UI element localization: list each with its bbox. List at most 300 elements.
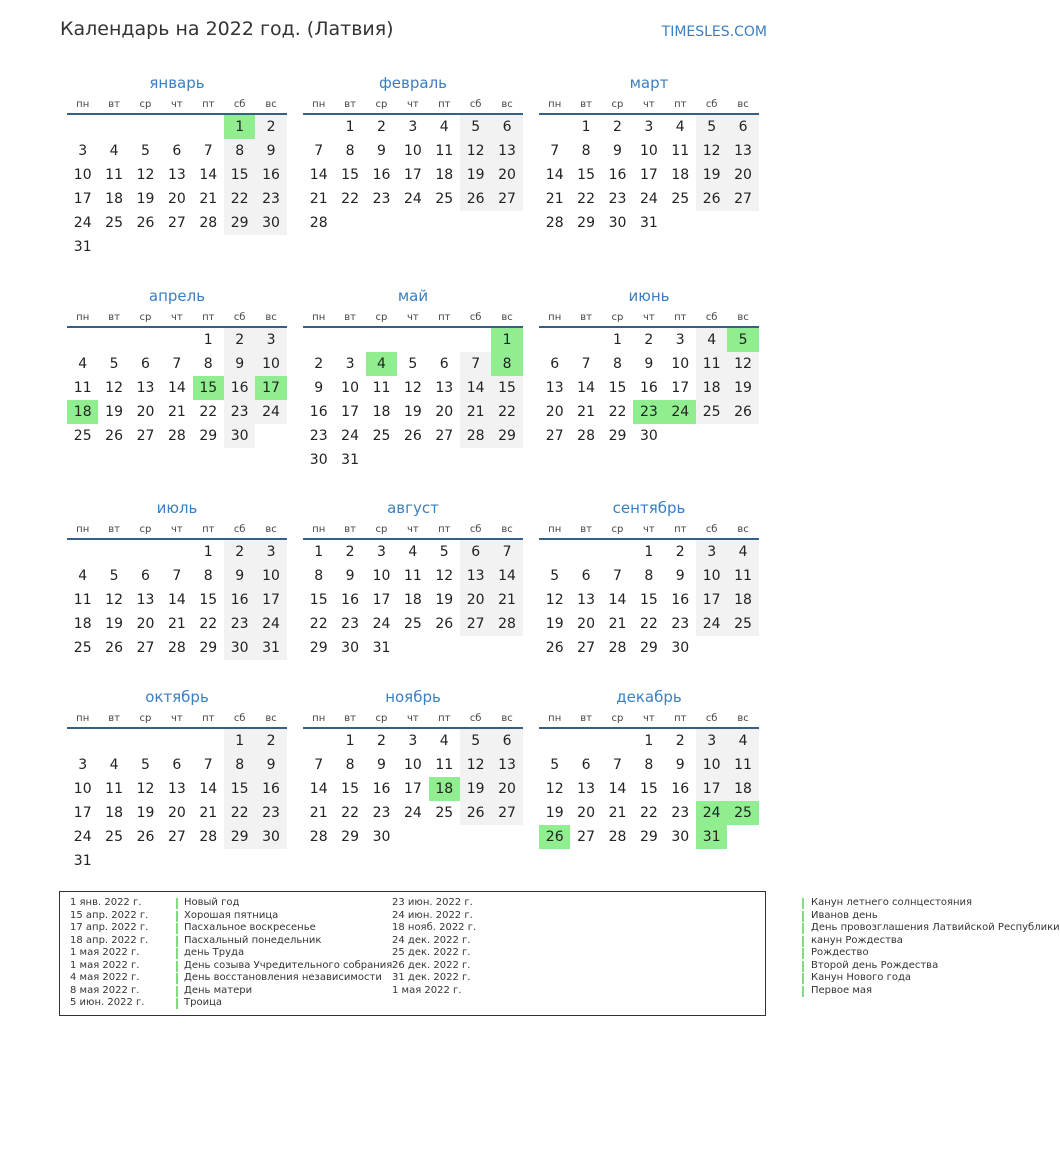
month-11 — [303, 686, 523, 849]
day-cell: 16 — [224, 588, 255, 612]
weekday-header — [67, 96, 287, 113]
legend-date: 1 мая 2022 г. — [70, 959, 140, 971]
day-cell: 6 — [491, 729, 522, 753]
day-cell: 1 — [224, 729, 255, 753]
legend-holiday-name: День провозглашения Латвийской Республики — [811, 922, 1060, 933]
empty-cell — [303, 115, 334, 139]
day-cell: 22 — [639, 616, 658, 632]
day-cell: 11 — [435, 143, 454, 159]
holiday-day: 18 — [429, 777, 460, 801]
day-cell: 2 — [224, 328, 255, 352]
weekday-label: пт — [674, 713, 687, 724]
day-cell: 22 — [608, 404, 627, 420]
day-cell: 17 — [255, 588, 286, 612]
empty-cell — [130, 729, 161, 753]
empty-cell — [539, 729, 570, 753]
day-cell: 13 — [491, 139, 522, 163]
day-cell: 10 — [341, 380, 359, 396]
day-cell: 9 — [224, 352, 255, 376]
day-cell: 29 — [199, 640, 218, 656]
empty-cell — [539, 115, 570, 139]
day-cell: 30 — [341, 640, 359, 656]
weekday-label: вс — [265, 713, 277, 724]
day-cell: 7 — [172, 356, 182, 372]
day-cell: 7 — [203, 757, 213, 773]
day-cell: 11 — [73, 380, 92, 396]
day-cell: 8 — [203, 356, 213, 372]
day-cell: 20 — [491, 163, 522, 187]
weekday-label: пн — [76, 524, 90, 535]
day-cell: 9 — [613, 143, 622, 159]
weekday-label: ср — [139, 713, 152, 724]
weekday-label: сб — [705, 713, 718, 724]
legend-holiday-name: Первое мая — [811, 984, 873, 996]
day-cell: 3 — [255, 540, 286, 564]
day-cell: 16 — [341, 592, 359, 608]
day-cell: 21 — [199, 191, 218, 207]
empty-cell — [161, 729, 192, 753]
day-cell: 24 — [696, 612, 727, 636]
day-cell: 17 — [372, 592, 391, 608]
weekday-label: сб — [233, 312, 246, 323]
day-cell: 29 — [224, 825, 255, 849]
legend-holiday-name: День матери — [184, 984, 253, 996]
empty-cell — [602, 540, 633, 564]
day-cell: 6 — [727, 115, 758, 139]
legend-holiday-name: день Труда — [184, 947, 245, 958]
day-cell: 21 — [460, 400, 491, 424]
day-cell: 2 — [377, 733, 386, 749]
empty-cell — [130, 328, 161, 352]
legend-date: 1 мая 2022 г. — [392, 984, 462, 996]
weekday-label: пн — [548, 99, 562, 110]
day-cell: 17 — [696, 588, 727, 612]
month-name: декабрь — [616, 688, 682, 706]
day-cell: 6 — [172, 757, 182, 773]
weekday-label: пн — [312, 99, 326, 110]
day-cell: 11 — [73, 592, 92, 608]
day-cell: 8 — [644, 568, 654, 584]
day-cell: 22 — [309, 616, 328, 632]
weekday-label: вт — [580, 99, 592, 110]
day-cell: 16 — [671, 592, 690, 608]
day-cell: 10 — [696, 753, 727, 777]
day-cell: 7 — [314, 143, 324, 159]
holiday-day: 24 — [696, 801, 727, 825]
day-cell: 3 — [696, 540, 727, 564]
weekday-label: вс — [501, 99, 513, 110]
month-10 — [67, 686, 287, 873]
day-cell: 24 — [255, 612, 286, 636]
day-cell: 30 — [255, 211, 286, 235]
day-cell: 26 — [403, 428, 422, 444]
day-cell: 22 — [224, 801, 255, 825]
day-cell: 16 — [372, 781, 391, 797]
day-cell: 3 — [345, 356, 355, 372]
legend-date: 1 янв. 2022 г. — [70, 897, 142, 908]
day-cell: 13 — [167, 167, 186, 183]
month-name: январь — [149, 74, 205, 92]
day-cell: 18 — [671, 167, 690, 183]
day-cell: 22 — [199, 616, 218, 632]
day-cell: 16 — [255, 777, 286, 801]
day-cell: 20 — [545, 404, 564, 420]
day-cell: 16 — [608, 167, 627, 183]
day-cell: 7 — [460, 352, 491, 376]
weekday-label: пт — [438, 99, 451, 110]
day-cell: 9 — [224, 564, 255, 588]
holiday-day: 24 — [665, 400, 696, 424]
day-cell: 24 — [255, 400, 286, 424]
weekday-label: пт — [202, 713, 215, 724]
day-cell: 30 — [224, 424, 255, 448]
day-cell: 24 — [73, 829, 92, 845]
day-cell: 7 — [613, 568, 622, 584]
legend-marker — [802, 973, 804, 984]
holiday-legend — [59, 891, 1060, 1016]
empty-cell — [570, 729, 601, 753]
legend-date: 4 мая 2022 г. — [70, 972, 140, 983]
weekday-header — [67, 309, 287, 326]
legend-holiday-name: Пасхальное воскресенье — [184, 922, 316, 933]
day-cell: 23 — [255, 801, 286, 825]
empty-cell — [429, 328, 460, 352]
day-cell: 27 — [727, 187, 758, 211]
day-cell: 30 — [224, 636, 255, 660]
day-cell: 13 — [545, 380, 564, 396]
weekday-label: сб — [469, 713, 482, 724]
day-cell: 1 — [644, 544, 654, 560]
day-cell: 7 — [581, 356, 591, 372]
day-cell: 25 — [403, 616, 422, 632]
empty-cell — [67, 729, 98, 753]
day-cell: 26 — [696, 187, 727, 211]
legend-date: 25 дек. 2022 г. — [392, 947, 471, 958]
day-cell: 7 — [550, 143, 560, 159]
day-cell: 5 — [460, 729, 491, 753]
day-cell: 15 — [309, 592, 328, 608]
day-cell: 24 — [403, 191, 422, 207]
day-cell: 2 — [255, 729, 286, 753]
day-cell: 11 — [105, 781, 123, 797]
day-cell: 21 — [608, 616, 627, 632]
day-cell: 6 — [550, 356, 560, 372]
day-cell: 7 — [613, 757, 622, 773]
month-name: сентябрь — [612, 499, 686, 517]
day-cell: 30 — [671, 640, 690, 656]
day-cell: 4 — [439, 733, 449, 749]
weekday-label: пн — [548, 713, 562, 724]
empty-cell — [303, 729, 334, 753]
legend-marker — [176, 923, 178, 934]
day-cell: 13 — [460, 564, 491, 588]
day-grid — [539, 540, 759, 660]
day-cell: 8 — [581, 143, 591, 159]
day-cell: 30 — [639, 428, 658, 444]
month-name: март — [629, 74, 669, 92]
day-cell: 17 — [403, 781, 422, 797]
weekday-label: вт — [108, 312, 120, 323]
day-cell: 8 — [224, 753, 255, 777]
day-cell: 21 — [199, 805, 218, 821]
day-cell: 28 — [309, 829, 328, 845]
day-cell: 9 — [377, 757, 386, 773]
day-cell: 2 — [255, 115, 286, 139]
day-cell: 14 — [167, 592, 186, 608]
day-cell: 26 — [136, 829, 155, 845]
day-cell: 5 — [550, 568, 560, 584]
weekday-label: ср — [375, 713, 388, 724]
day-cell: 5 — [460, 115, 491, 139]
legend-date: 18 апр. 2022 г. — [70, 934, 149, 946]
day-cell: 10 — [671, 356, 690, 372]
day-cell: 30 — [608, 215, 627, 231]
day-cell: 14 — [545, 167, 564, 183]
legend-date: 8 мая 2022 г. — [70, 984, 140, 996]
day-cell: 5 — [109, 568, 119, 584]
day-cell: 6 — [439, 356, 449, 372]
day-cell: 11 — [403, 568, 422, 584]
weekday-label: пт — [438, 312, 451, 323]
weekday-label: вс — [737, 312, 749, 323]
day-cell: 25 — [435, 805, 454, 821]
day-cell: 26 — [136, 215, 155, 231]
legend-date: 17 апр. 2022 г. — [70, 922, 149, 933]
weekday-label: пт — [674, 99, 687, 110]
day-cell: 3 — [696, 729, 727, 753]
day-cell: 21 — [167, 616, 186, 632]
legend-holiday-name: Новый год — [184, 897, 240, 908]
day-cell: 24 — [73, 215, 92, 231]
weekday-label: вт — [108, 713, 120, 724]
month-2 — [303, 72, 523, 235]
day-cell: 16 — [639, 380, 658, 396]
day-cell: 3 — [408, 119, 418, 135]
day-cell: 15 — [341, 781, 359, 797]
day-cell: 20 — [577, 805, 595, 821]
day-cell: 19 — [105, 404, 123, 420]
empty-cell — [366, 328, 397, 352]
day-cell: 30 — [372, 829, 391, 845]
day-cell: 9 — [345, 568, 355, 584]
weekday-label: вт — [580, 524, 592, 535]
day-cell: 29 — [309, 640, 328, 656]
day-cell: 24 — [372, 616, 391, 632]
month-3 — [539, 72, 759, 235]
weekday-header — [303, 96, 523, 113]
day-cell: 17 — [403, 167, 422, 183]
day-cell: 25 — [435, 191, 454, 207]
day-cell: 2 — [644, 332, 654, 348]
day-cell: 22 — [639, 805, 658, 821]
legend-date: 31 дек. 2022 г. — [392, 972, 471, 983]
day-cell: 24 — [639, 191, 658, 207]
day-grid — [303, 115, 523, 235]
day-cell: 12 — [460, 753, 491, 777]
weekday-label: пн — [76, 312, 90, 323]
weekday-label: вт — [344, 312, 356, 323]
day-cell: 30 — [671, 829, 690, 845]
legend-marker — [176, 973, 178, 984]
day-cell: 31 — [255, 636, 286, 660]
weekday-label: вс — [265, 99, 277, 110]
month-12 — [539, 686, 759, 849]
empty-cell — [161, 115, 192, 139]
day-cell: 16 — [309, 404, 328, 420]
day-cell: 10 — [696, 564, 727, 588]
weekday-label: чт — [643, 312, 655, 323]
day-cell: 12 — [460, 139, 491, 163]
empty-cell — [98, 540, 129, 564]
day-grid — [303, 540, 523, 660]
weekday-label: вт — [108, 524, 120, 535]
day-cell: 10 — [403, 757, 422, 773]
day-cell: 25 — [73, 428, 92, 444]
day-cell: 12 — [545, 592, 564, 608]
day-cell: 6 — [141, 568, 150, 584]
day-cell: 5 — [109, 356, 119, 372]
weekday-label: сб — [233, 99, 246, 110]
month-1 — [67, 72, 287, 259]
day-cell: 11 — [372, 380, 391, 396]
day-cell: 26 — [727, 400, 758, 424]
day-cell: 8 — [203, 568, 213, 584]
legend-marker — [176, 986, 178, 997]
weekday-label: сб — [233, 713, 246, 724]
day-cell: 15 — [608, 380, 627, 396]
month-name: октябрь — [145, 688, 209, 706]
day-cell: 21 — [491, 588, 522, 612]
day-cell: 2 — [224, 540, 255, 564]
weekday-label: ср — [375, 524, 388, 535]
legend-holiday-name: День созыва Учредительного собрания — [184, 959, 393, 971]
day-cell: 28 — [199, 215, 218, 231]
day-cell: 28 — [491, 612, 522, 636]
day-cell: 23 — [309, 428, 328, 444]
day-cell: 27 — [491, 801, 522, 825]
legend-marker — [802, 898, 804, 909]
day-cell: 25 — [671, 191, 690, 207]
day-cell: 15 — [224, 777, 255, 801]
weekday-label: чт — [171, 312, 183, 323]
weekday-label: пт — [438, 713, 451, 724]
day-cell: 9 — [255, 139, 286, 163]
day-cell: 16 — [255, 163, 286, 187]
weekday-label: пн — [312, 713, 326, 724]
weekday-label: вт — [344, 713, 356, 724]
day-cell: 13 — [491, 753, 522, 777]
day-cell: 16 — [224, 376, 255, 400]
day-cell: 19 — [403, 404, 422, 420]
day-cell: 5 — [141, 757, 150, 773]
day-cell: 14 — [460, 376, 491, 400]
day-grid — [67, 729, 287, 873]
day-cell: 29 — [639, 640, 658, 656]
day-cell: 15 — [491, 376, 522, 400]
weekday-header — [539, 521, 759, 538]
day-cell: 19 — [136, 191, 155, 207]
day-cell: 26 — [460, 187, 491, 211]
day-cell: 7 — [203, 143, 213, 159]
day-cell: 20 — [577, 616, 595, 632]
weekday-label: пн — [312, 524, 326, 535]
day-cell: 10 — [73, 167, 92, 183]
day-cell: 21 — [545, 191, 564, 207]
day-cell: 6 — [141, 356, 150, 372]
day-cell: 20 — [491, 777, 522, 801]
day-cell: 8 — [345, 757, 355, 773]
day-cell: 20 — [136, 404, 155, 420]
weekday-label: вс — [265, 524, 277, 535]
day-cell: 3 — [78, 757, 88, 773]
legend-holiday-name: канун Рождества — [811, 934, 903, 946]
day-cell: 2 — [675, 733, 685, 749]
weekday-label: сб — [705, 524, 718, 535]
legend-date: 15 апр. 2022 г. — [70, 909, 149, 921]
day-cell: 4 — [727, 729, 758, 753]
day-cell: 22 — [199, 404, 218, 420]
legend-marker — [176, 911, 178, 922]
day-cell: 29 — [341, 829, 359, 845]
legend-marker — [802, 911, 804, 922]
empty-cell — [98, 729, 129, 753]
day-grid — [67, 540, 287, 660]
day-cell: 28 — [309, 215, 328, 231]
weekday-header — [67, 710, 287, 727]
day-cell: 25 — [696, 400, 727, 424]
weekday-label: вс — [737, 713, 749, 724]
day-cell: 18 — [435, 167, 454, 183]
day-cell: 4 — [78, 568, 88, 584]
day-cell: 1 — [345, 119, 355, 135]
weekday-label: пт — [674, 524, 687, 535]
weekday-label: чт — [171, 524, 183, 535]
day-cell: 14 — [491, 564, 522, 588]
empty-cell — [130, 540, 161, 564]
month-6 — [539, 285, 759, 448]
weekday-label: чт — [643, 524, 655, 535]
day-cell: 25 — [73, 640, 92, 656]
day-cell: 14 — [309, 167, 328, 183]
legend-date: 23 июн. 2022 г. — [392, 897, 473, 908]
day-cell: 5 — [439, 544, 449, 560]
site-link[interactable]: TIMESLES.COM — [661, 24, 767, 40]
day-cell: 18 — [105, 805, 123, 821]
weekday-label: чт — [171, 713, 183, 724]
day-cell: 14 — [608, 781, 627, 797]
day-cell: 21 — [309, 191, 328, 207]
day-cell: 12 — [545, 781, 564, 797]
day-cell: 19 — [545, 805, 564, 821]
weekday-label: ср — [611, 524, 624, 535]
day-cell: 8 — [345, 143, 355, 159]
day-cell: 8 — [644, 757, 654, 773]
weekday-label: вс — [501, 713, 513, 724]
day-cell: 6 — [581, 757, 591, 773]
day-cell: 13 — [136, 380, 155, 396]
day-cell: 1 — [644, 733, 654, 749]
legend-marker — [176, 936, 178, 947]
day-cell: 3 — [408, 733, 418, 749]
day-cell: 26 — [460, 801, 491, 825]
day-cell: 20 — [727, 163, 758, 187]
day-cell: 28 — [460, 424, 491, 448]
weekday-label: сб — [469, 312, 482, 323]
day-cell: 23 — [671, 616, 690, 632]
legend-marker — [176, 898, 178, 909]
weekday-header — [539, 710, 759, 727]
day-cell: 6 — [581, 568, 591, 584]
